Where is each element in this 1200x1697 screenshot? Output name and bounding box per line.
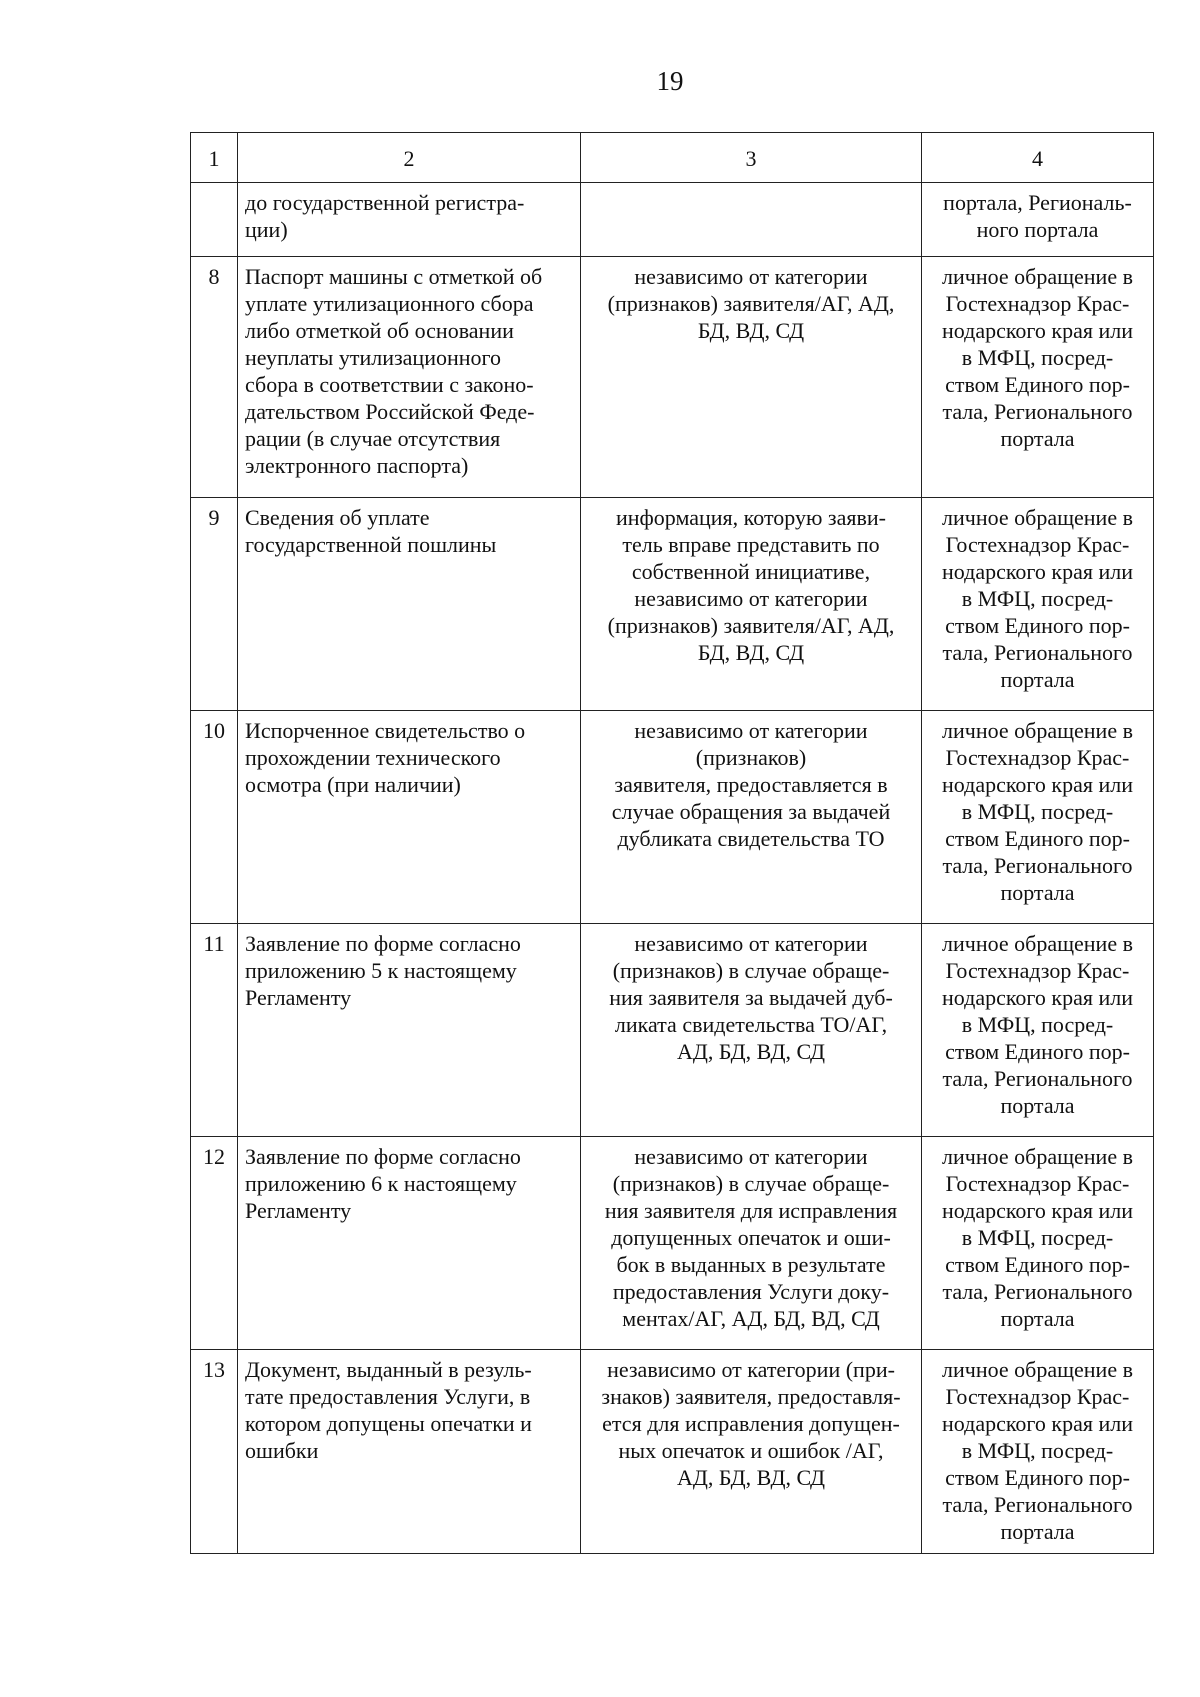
- applicant-condition: информация, которую заяви- тель вправе представить по собственной инициативе, независимо от категории (признаков) заявителя/АГ, АД, БД, ВД, СД: [581, 498, 922, 711]
- column-header: 2: [238, 133, 581, 183]
- document-name: Заявление по форме согласно приложению 5 к настоящему Регламенту: [238, 924, 581, 1137]
- row-number: 9: [191, 498, 238, 711]
- table-row: [191, 1137, 1154, 1350]
- column-header: 3: [581, 133, 922, 183]
- table-row: [191, 711, 1154, 924]
- column-header: 1: [191, 133, 238, 183]
- submission-method: личное обращение в Гостехнадзор Крас- нодарского края или в МФЦ, посред- ством Единого пор- тала, Регионального портала: [922, 257, 1154, 498]
- submission-method: личное обращение в Гостехнадзор Крас- нодарского края или в МФЦ, посред- ством Единого пор- тала, Регионального портала: [922, 498, 1154, 711]
- row-number: [191, 183, 238, 257]
- row-number: 12: [191, 1137, 238, 1350]
- documents-table: [190, 132, 1154, 1554]
- document-name: Испорченное свидетельство о прохождении технического осмотра (при наличии): [238, 711, 581, 924]
- page-number: 19: [656, 66, 684, 96]
- document-name: Документ, выданный в резуль- тате предоставления Услуги, в котором допущены опечатки и ошибки: [238, 1350, 581, 1554]
- submission-method: личное обращение в Гостехнадзор Крас- нодарского края или в МФЦ, посред- ством Единого пор- тала, Регионального портала: [922, 1137, 1154, 1350]
- table-header-row: [191, 133, 1154, 183]
- applicant-condition: независимо от категории (признаков) заявителя/АГ, АД, БД, ВД, СД: [581, 257, 922, 498]
- table-row: [191, 924, 1154, 1137]
- row-number: 11: [191, 924, 238, 1137]
- column-header: 4: [922, 133, 1154, 183]
- row-number: 8: [191, 257, 238, 498]
- table-row: [191, 183, 1154, 257]
- document-name: Сведения об уплате государственной пошлины: [238, 498, 581, 711]
- applicant-condition: независимо от категории (при- знаков) заявителя, предоставля- ется для исправления допущен- ных опечаток и ошибок /АГ, АД, БД, ВД, СД: [581, 1350, 922, 1554]
- document-name: Заявление по форме согласно приложению 6 к настоящему Регламенту: [238, 1137, 581, 1350]
- submission-method: личное обращение в Гостехнадзор Крас- нодарского края или в МФЦ, посред- ством Единого пор- тала, Регионального портала: [922, 1350, 1154, 1554]
- table-row: [191, 257, 1154, 498]
- applicant-condition: независимо от категории (признаков) в случае обраще- ния заявителя за выдачей дуб- ликата свидетельства ТО/АГ, АД, БД, ВД, СД: [581, 924, 922, 1137]
- submission-method: портала, Региональ- ного портала: [922, 183, 1154, 257]
- applicant-condition: [581, 183, 922, 257]
- row-number: 10: [191, 711, 238, 924]
- submission-method: личное обращение в Гостехнадзор Крас- нодарского края или в МФЦ, посред- ством Единого пор- тала, Регионального портала: [922, 924, 1154, 1137]
- applicant-condition: независимо от категории (признаков) заявителя, предоставляется в случае обращения за выдачей дубликата свидетельства ТО: [581, 711, 922, 924]
- applicant-condition: независимо от категории (признаков) в случае обраще- ния заявителя для исправления допущенных опечаток и оши- бок в выданных в результате предоставления Услуги доку- ментах/АГ, АД, БД, ВД, СД: [581, 1137, 922, 1350]
- document-name: до государственной регистра- ции): [238, 183, 581, 257]
- table-row: [191, 1350, 1154, 1554]
- row-number: 13: [191, 1350, 238, 1554]
- table-row: [191, 498, 1154, 711]
- submission-method: личное обращение в Гостехнадзор Крас- нодарского края или в МФЦ, посред- ством Единого пор- тала, Регионального портала: [922, 711, 1154, 924]
- document-name: Паспорт машины с отметкой об уплате утилизационного сбора либо отметкой об основании неуплаты утилизационного сбора в соответствии с законо- дательством Российской Феде- рации (в случае отсутствия электронного паспорта): [238, 257, 581, 498]
